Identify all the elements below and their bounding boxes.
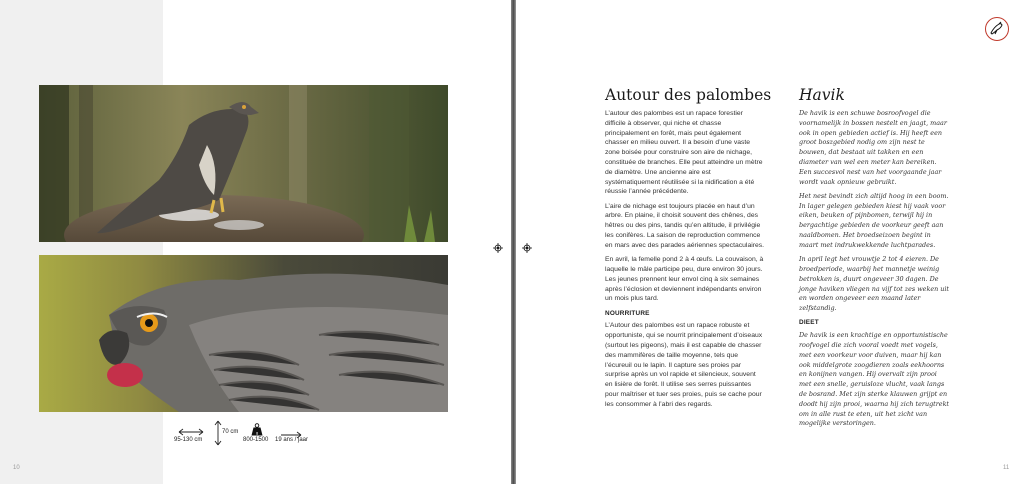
dutch-paragraph-3: In april legt het vrouwtje 2 tot 4 eieren. De broedperiode, waarbij het mannetje weinig betrokken is, duurt ongeveer 30 dagen. De jonge haviken vliegen na vijf tot zes weken uit en worden ongeveer een maand later zelfstandig.: [799, 255, 949, 313]
length-value: 70 cm: [222, 429, 239, 435]
svg-text:g: g: [256, 431, 258, 435]
species-specs: [174, 420, 324, 450]
left-page: [0, 0, 511, 484]
french-paragraph-3: En avril, la femelle pond 2 à 4 œufs. La couvaison, à laquelle le mâle participe peu, dure environ 30 jours. Les jeunes prennent leur envol cinq à six semaines après l’éclosion et deviennent indépendants environ un mois plus tard.: [605, 256, 764, 303]
french-column: [605, 109, 765, 414]
title-french: Autour des palombes: [605, 86, 772, 104]
wingspan-arrow-icon: [178, 422, 204, 432]
page-number-left: 10: [13, 465, 20, 471]
bird-logo-icon: [985, 17, 1009, 41]
crop-mark-icon: [493, 238, 503, 248]
crop-mark-icon: [522, 238, 532, 248]
page-number-right: 11: [1003, 465, 1010, 471]
french-paragraph-2: L’aire de nichage est toujours placée en haut d’un arbre. En plaine, il choisit souvent des chênes, des hêtres ou des pins, tandis qu’en altitude, il privilégie les conifères. La saison de reproduction commence en mars avec des parades aériennes spectaculaires.: [605, 202, 765, 249]
dutch-column: [799, 109, 951, 434]
title-dutch: Havik: [799, 86, 845, 104]
french-food-paragraph: L’Autour des palombes est un rapace robuste et opportuniste, qui se nourrit principalement d’oiseaux (surtout les pigeons), mais il est capable de chasser des mammifères de taille moyenne, tels que l’écureuil ou le lapin. Il capture ses proies par surprise après un vol rapide et silencieux, souvent en lisière de forêt. Il utilise ses serres puissantes pour maîtriser et tuer ses proies, puis se cache pour les consommer à l’abri des regards.: [605, 322, 763, 408]
photo-goshawk-on-nest: [39, 85, 448, 242]
weight-icon: [251, 421, 263, 434]
dutch-food-paragraph: De havik is een krachtige en opportunistische roofvogel die zich vooral voedt met vogels, met een voorkeur voor duiven, maar hij kan ook middelgrote zoogdieren zoals eekhoorns en konijnen vangen. Hij overvalt zijn prooi met een snelle, geruisloze vlucht, vaak langs de bosrand. Met zijn sterke klauwen grijpt en doodt hij zijn prooi, waarna hij zich terugtrekt om in alle rust te eten, uit het zicht van mogelijke verstoringen.: [799, 331, 950, 428]
dutch-paragraph-2: Het nest bevindt zich altijd hoog in een boom. In lager gelegen gebieden kiest hij vaak voor eiken, beuken of pijnbomen, terwijl hij in bergachtige gebieden de voorkeur geeft aan naaldbomen. Het broedseizoen begint in maart met indrukwekkende luchtparades.: [799, 191, 949, 249]
weight-value: 800-1500: [243, 437, 269, 443]
length-arrow-icon: [214, 420, 222, 446]
french-food-heading: NOURRITURE: [605, 309, 650, 317]
lifespan-arrow-icon: [280, 424, 302, 432]
french-paragraph-1: L’autour des palombes est un rapace forestier difficile à observer, qui niche et chasse principalement en forêt, mais peut également chasser en milieu ouvert. Il a besoin d’une vaste zone boisée pour construire son aire de nichage, constituée de branches. Elle peut atteindre un mètre de diamètre. Une ancienne aire est systématiquement réutilisée si la nidification a été réussie l’année précédente.: [605, 110, 763, 196]
photo-goshawk-closeup: [39, 255, 448, 412]
dutch-food-heading: DIEET: [799, 319, 819, 327]
lifespan-value: 19 ans / jaar: [275, 437, 309, 443]
dutch-paragraph-1: De havik is een schuwe bosroofvogel die voornamelijk in bossen nestelt en jaagt, maar ook in open gebieden actief is. Hij heeft een groot boszgebied nodig om zijn nest te bouwen, dat bestaat uit takken en een diameter van wel een meter kan bereiken. Een succesvol nest van het voorgaande jaar wordt vaak opnieuw gebruikt.: [799, 109, 947, 186]
wingspan-value: 95-130 cm: [174, 437, 203, 443]
